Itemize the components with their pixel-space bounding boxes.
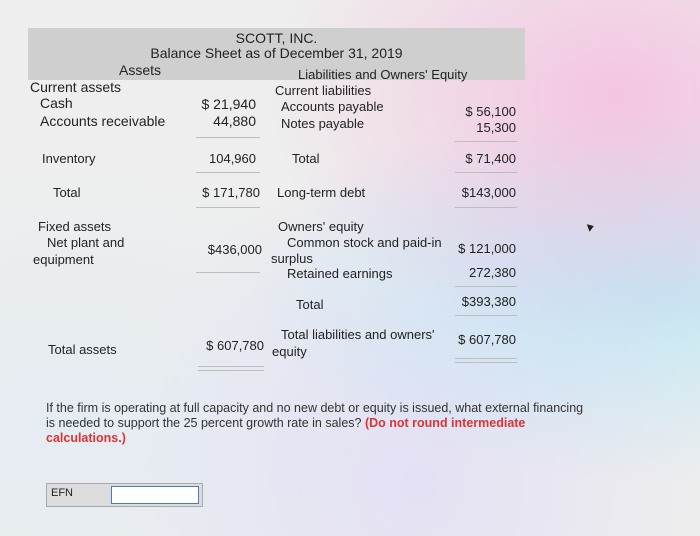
owners-equity-total-label: Total [296,297,324,312]
surplus-label: surplus [271,251,313,266]
double-underline [198,366,264,371]
total-liabilities-equity-label: Total liabilities and owners' [281,327,435,342]
retained-earnings-value: 272,380 [469,265,516,280]
total-liabilities-equity-label-2: equity [272,344,307,359]
efn-answer-row [46,483,203,507]
accounts-receivable-value: 44,880 [213,113,256,129]
efn-input[interactable] [111,486,199,504]
current-assets-total-value: $ 171,780 [202,185,260,200]
cash-value: $ 21,940 [201,96,256,112]
common-stock-label: Common stock and paid-in [287,235,442,250]
retained-earnings-label: Retained earnings [287,266,393,281]
company-name: SCOTT, INC. [235,30,318,46]
equipment-label: equipment [33,252,94,267]
notes-payable-label: Notes payable [281,116,365,131]
inventory-label: Inventory [42,151,96,166]
fixed-assets-label: Fixed assets [38,219,111,234]
total-assets-value: $ 607,780 [206,338,264,353]
question-text [46,401,586,446]
question-note: (Do not round intermediate calculations.) [46,416,526,445]
separator-line [196,272,260,273]
accounts-receivable-label: Accounts receivable [40,113,166,129]
separator-line [455,172,517,173]
efn-label: EFN [51,487,73,499]
separator-line [455,286,517,287]
double-underline [455,358,517,363]
separator-line [455,207,517,208]
notes-payable-value: 15,300 [476,120,516,135]
total-liabilities-equity-value: $ 607,780 [458,332,516,347]
net-plant-value: $436,000 [207,242,262,257]
current-assets-heading: Current assets [30,79,122,95]
separator-line [455,141,517,142]
long-term-debt-label: Long-term debt [277,185,366,200]
net-plant-label: Net plant and [47,235,125,250]
accounts-payable-value: $ 56,100 [465,104,516,119]
long-term-debt-value: $143,000 [461,185,516,200]
inventory-value: 104,960 [209,151,256,166]
current-assets-total-label: Total [53,185,81,200]
current-liabilities-total-value: $ 71,400 [465,151,516,166]
separator-line [196,137,260,138]
owners-equity-total-value: $393,380 [461,294,516,309]
owners-equity-heading: Owners' equity [278,219,364,234]
current-liabilities-heading: Current liabilities [275,83,372,98]
total-assets-label: Total assets [48,342,117,357]
current-liabilities-total-label: Total [292,151,320,166]
liabilities-equity-heading: Liabilities and Owners' Equity [298,67,468,82]
common-stock-value: $ 121,000 [458,241,516,256]
separator-line [196,172,260,173]
separator-line [196,207,260,208]
assets-heading: Assets [119,62,162,78]
cash-label: Cash [40,95,73,111]
mouse-pointer-icon [587,222,595,232]
balance-sheet-title: Balance Sheet as of December 31, 2019 [150,45,403,61]
separator-line [455,315,517,316]
accounts-payable-label: Accounts payable [281,99,384,114]
question-body: If the firm is operating at full capacity and no new debt or equity is issued, what external financing is needed to support the 25 percent growth rate in sales? [46,401,584,430]
